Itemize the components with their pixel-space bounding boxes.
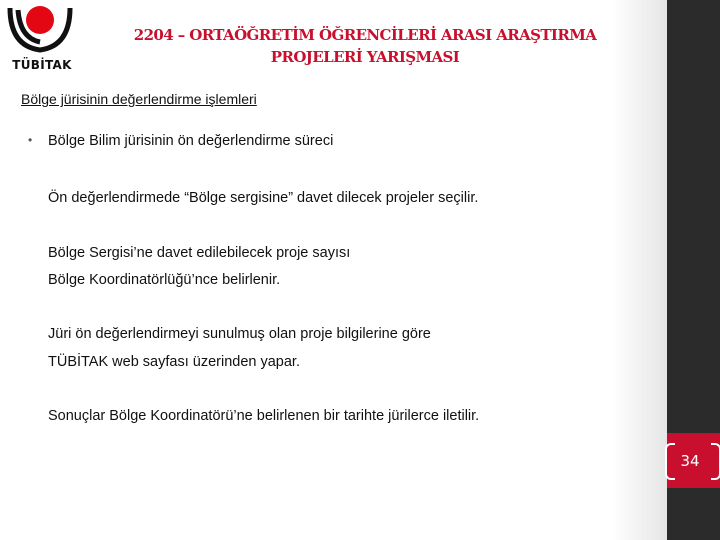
paragraph-2: Bölge Sergisi’ne davet edilebilecek proje sayısı <box>48 245 351 261</box>
page-number: 34 <box>680 451 700 470</box>
logo-text: TÜBİTAK <box>12 58 72 72</box>
left-bracket-icon <box>665 443 675 480</box>
side-shade <box>612 0 667 540</box>
paragraph-4: Jüri ön değerlendirmeyi sunulmuş olan proje bilgilerine göre <box>48 326 431 342</box>
page-title <box>120 24 610 68</box>
paragraph-1: Ön değerlendirmede “Bölge sergisine” davet dilecek projeler seçilir. <box>48 190 479 206</box>
tubitak-logo <box>0 0 80 78</box>
right-bracket-icon <box>711 443 720 480</box>
paragraph-5: TÜBİTAK web sayfası üzerinden yapar. <box>48 354 300 370</box>
tubitak-logo-icon <box>0 0 80 60</box>
section-heading: Bölge jürisinin değerlendirme işlemleri <box>21 91 257 107</box>
title-line-1: 2204 – ORTAÖĞRETİM ÖĞRENCİLERİ ARASI ARAŞTIRMA <box>133 26 597 44</box>
bullet-marker: • <box>28 133 33 147</box>
paragraph-6: Sonuçlar Bölge Koordinatörü’ne belirlenen bir tarihte jürilerce iletilir. <box>48 408 480 424</box>
page-number-frame <box>665 443 715 478</box>
title-line-2: PROJELERİ YARIŞMASI <box>270 48 460 66</box>
bullet-text: Bölge Bilim jürisinin ön değerlendirme süreci <box>48 133 334 149</box>
paragraph-3: Bölge Koordinatörlüğü’nce belirlenir. <box>48 272 281 288</box>
